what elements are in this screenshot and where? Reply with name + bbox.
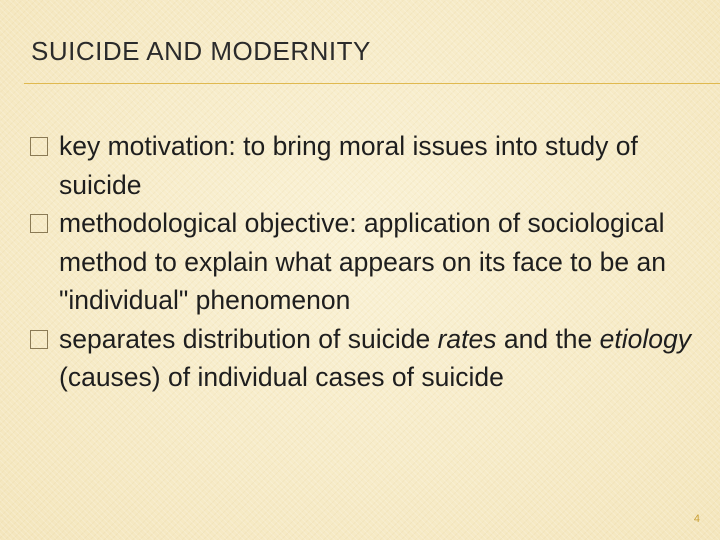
empty-square-bullet-icon: [30, 214, 48, 233]
bullet-text-part: separates distribution of suicide: [59, 323, 438, 354]
bullet-item-objective: [30, 204, 710, 320]
bullet-text-part: (causes) of individual cases of suicide: [59, 362, 504, 392]
empty-square-bullet-icon: [30, 330, 48, 349]
bullet-text-part: and the: [496, 323, 600, 354]
page-number: 4: [693, 513, 700, 525]
empty-square-bullet-icon: [30, 137, 48, 156]
bullet-text: key motivation: to bring moral issues into study of suicide: [59, 131, 638, 200]
bullet-emphasis-rates: rates: [437, 323, 497, 354]
bullet-list: [30, 127, 710, 397]
bullet-item-separates: [30, 320, 710, 397]
bullet-item-motivation: [30, 127, 710, 204]
slide-title: SUICIDE AND MODERNITY: [31, 36, 371, 66]
bullet-emphasis-etiology: etiology: [599, 323, 691, 354]
bullet-text: methodological objective: application of sociological method to explain what appears on its face to be an "individual" phenomenon: [59, 208, 666, 315]
title-divider: [24, 83, 720, 84]
